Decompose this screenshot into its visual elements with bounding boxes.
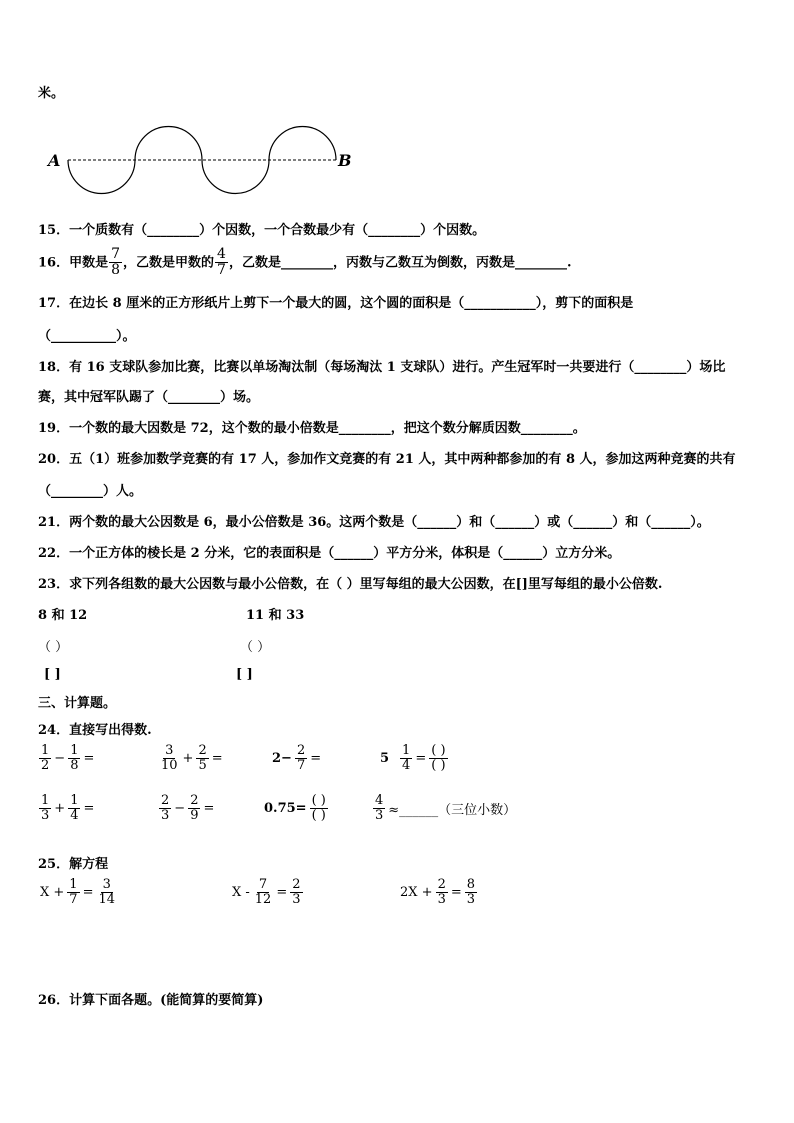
question-20-line-2: （________）人。 bbox=[38, 484, 143, 499]
continuation-text: 米。 bbox=[38, 86, 65, 101]
question-18-line-2: 赛，其中冠军队踢了（________）场。 bbox=[38, 390, 260, 405]
question-17-line-1: 17．在边长 8 厘米的正方形纸片上剪下一个最大的圆，这个圆的面积是（___________），剪下的面积是 bbox=[38, 296, 634, 311]
question-22: 22．一个正方体的棱长是 2 分米，它的表面积是（______）平方分米，体积是（______）立方分米。 bbox=[38, 546, 621, 561]
question-23: 23．求下列各组数的最大公因数与最小公倍数，在（ ）里写每组的最大公因数，在[]里写每组的最小公倍数. bbox=[38, 577, 663, 592]
group-2-lcm-blank[interactable]: [ ] bbox=[236, 667, 253, 682]
question-26: 26．计算下面各题。(能简算的要简算) bbox=[38, 993, 264, 1008]
expr-4: 5 $\frac{1}{4}$ = $\frac{( )}{( )}$ bbox=[380, 743, 446, 774]
group-1-lcm-blank[interactable]: [ ] bbox=[44, 667, 61, 682]
equation-1: X + $\frac{1}{7}$ = $\frac{3}{14}$ bbox=[40, 877, 116, 908]
expr-7: 0.75= $\frac{( )}{( )}$ bbox=[264, 793, 326, 824]
question-17-line-2: （__________）。 bbox=[38, 329, 136, 344]
point-b-label: B bbox=[338, 151, 352, 170]
expr-1: $\frac{1}{2}$ − $\frac{1}{8}$ = bbox=[41, 743, 95, 774]
answer-fraction-blank[interactable]: $\frac{( )}{( )}$ bbox=[311, 793, 326, 824]
equation-2: X - $\frac{7}{12}$ = $\frac{2}{3}$ bbox=[232, 877, 301, 908]
group-1-gcd-blank[interactable]: （ ） bbox=[38, 640, 69, 655]
point-a-label: A bbox=[48, 151, 61, 170]
section-heading-calculation: 三、计算题。 bbox=[38, 696, 117, 711]
question-20-line-1: 20．五（1）班参加数学竞赛的有 17 人，参加作文竞赛的有 21 人，其中两种都参加的有 8 人，参加这两种竞赛的共有 bbox=[38, 452, 736, 467]
expr-2: $\frac{3}{10}$ + $\frac{2}{5}$ = bbox=[161, 743, 223, 774]
expr-5: $\frac{1}{3}$ + $\frac{1}{4}$ = bbox=[41, 793, 95, 824]
q16-middle: ，乙数是甲数的 bbox=[123, 255, 215, 271]
q16-rest: ，乙数是________，丙数与乙数互为倒数，丙数是________. bbox=[228, 255, 572, 271]
question-19: 19．一个数的最大因数是 72，这个数的最小倍数是________，把这个数分解质因数________。 bbox=[38, 421, 586, 436]
question-18-line-1: 18．有 16 支球队参加比赛，比赛以单场淘汰制（每场淘汰 1 支球队）进行。产生冠军时一共要进行（________）场比 bbox=[38, 360, 726, 375]
group-2-gcd-blank[interactable]: （ ） bbox=[240, 640, 271, 655]
question-25-title: 25．解方程 bbox=[38, 857, 109, 872]
q16-prefix: 16．甲数是 bbox=[38, 255, 109, 271]
fraction-7-8: $\frac{7}{8}$ bbox=[111, 246, 121, 279]
question-24-title: 24．直接写出得数. bbox=[38, 723, 152, 738]
equation-3: 2X + $\frac{2}{3}$ = $\frac{8}{3}$ bbox=[400, 877, 476, 908]
question-15: 15．一个质数有（________）个因数，一个合数最少有（________）个因数。 bbox=[38, 223, 486, 238]
expr-8: $\frac{4}{3}$ ≈______（三位小数） bbox=[375, 793, 517, 824]
group-2-label: 11 和 33 bbox=[246, 608, 305, 623]
wave-figure bbox=[44, 118, 364, 202]
question-21: 21．两个数的最大公因数是 6，最小公倍数是 36。这两个数是（______）和（______）或（______）和（______）。 bbox=[38, 515, 710, 530]
group-1-label: 8 和 12 bbox=[38, 608, 88, 623]
expr-6: $\frac{2}{3}$ − $\frac{2}{9}$ = bbox=[161, 793, 215, 824]
fraction-4-7: $\frac{4}{7}$ bbox=[217, 246, 226, 279]
question-16 bbox=[38, 247, 571, 279]
expr-3: 2− $\frac{2}{7}$ = bbox=[272, 743, 322, 774]
answer-fraction-blank[interactable]: $\frac{( )}{( )}$ bbox=[431, 743, 446, 774]
